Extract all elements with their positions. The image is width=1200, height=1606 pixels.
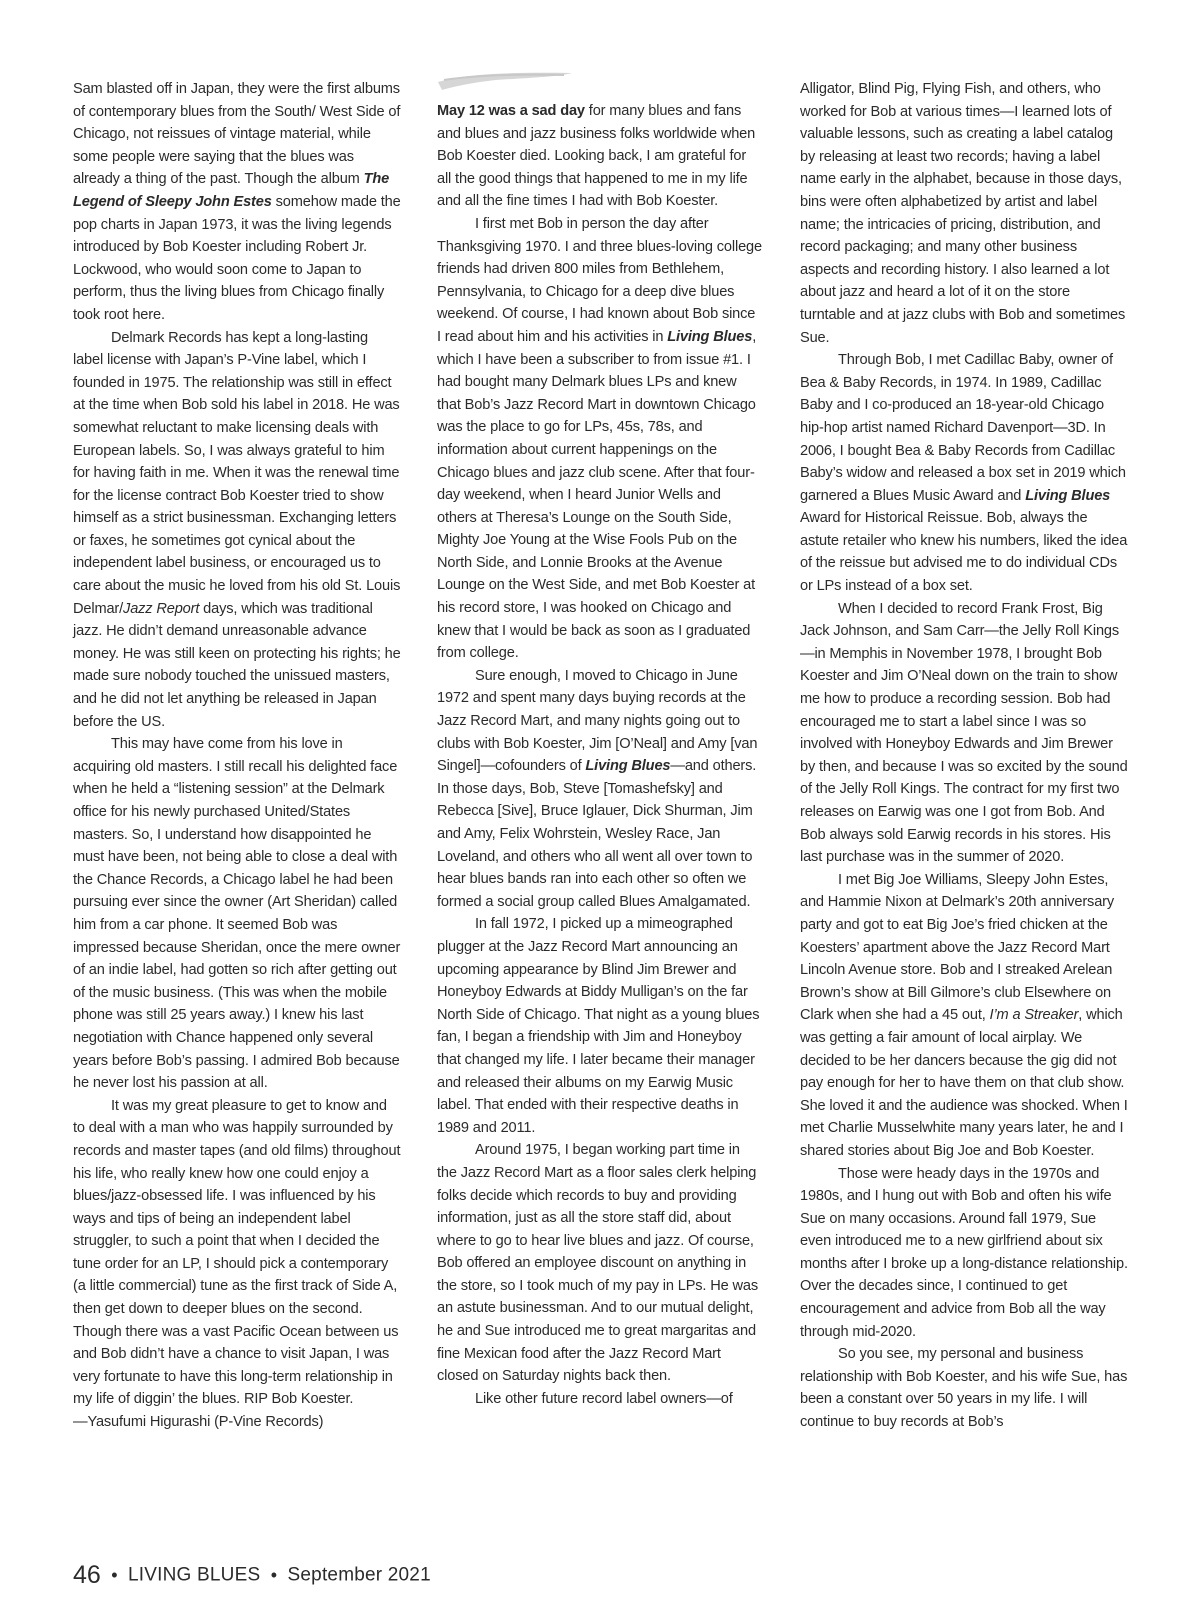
page-footer [73, 1561, 431, 1590]
page-number: 46 [73, 1561, 101, 1589]
bullet-separator: • [270, 1565, 278, 1585]
column-left [73, 78, 401, 1434]
paragraph: Around 1975, I began working part time in the Jazz Record Mart as a floor sales clerk helping folks decide which records to buy and providing information, just as all the store staff did, about where to go to hear live blues and jazz. Of course, Bob offered an employee discount on anything in the store, so I took much of my pay in LPs. He was an astute businessman. And to our mutual delight, he and Sue introduced me to great margaritas and fine Mexican food after the Jazz Record Mart closed on Saturday nights back then. [437, 1142, 759, 1385]
paragraph: In fall 1972, I picked up a mimeographed plugger at the Jazz Record Mart announcing an upcoming appearance by Blind Jim Brewer and Honeyboy Edwards at Biddy Mulligan’s on the far North Side of Chicago. That night as a young blues fan, I began a friendship with Jim and Honeyboy that changed my life. I later became their manager and released their albums on my Earwig Music label. That ended with their respective deaths in 1989 and 2011. [437, 916, 760, 1136]
author-signature: —Yasufumi Higurashi (P-Vine Records) [73, 1414, 324, 1431]
paragraph: Sure enough, I moved to Chicago in June 1972 and spent many days buying records at the Jazz Record Mart, and many nights going out to clubs with Bob Koester, Jim [O’Neal] and Amy [van Singel]—cofounders of Living Blues—and others. In those days, Bob, Steve [Tomashefsky] and Rebecca [Sive], Bruce Iglauer, Dick Shurman, Jim and Amy, Felix Wohrstein, Wesley Race, Jan Loveland, and others who all went all over town to hear blues bands ran into each other so often we formed a social group called Blues Amalgamated. [437, 667, 758, 910]
paragraph: So you see, my personal and business relationship with Bob Koester, and his wife Sue, has been a constant over 50 years in my life. I will continue to buy records at Bob’s [800, 1346, 1128, 1431]
paragraph: Those were heady days in the 1970s and 1980s, and I hung out with Bob and often his wife Sue on many occasions. Around fall 1979, Sue even introduced me to a new girlfriend about six months after I broke up a long-distance relationship. Over the decades since, I continued to get encouragement and advice from Bob all the way through mid-2020. [800, 1165, 1128, 1340]
paragraph: When I decided to record Frank Frost, Big Jack Johnson, and Sam Carr—the Jelly Roll Kings—in Memphis in November 1978, I brought Bob Koester and Jim O’Neal down on the train to show me how to produce a recording session. Bob had encouraged me to start a label since I was so involved with Honeyboy Edwards and Jim Brewer by then, and because I was so excited by the sound of the Jelly Roll Kings. The contract for my first two releases on Earwig was one I got from Bob. And Bob always sold Earwig records in his stores. His last purchase was in the summer of 2020. [800, 600, 1128, 866]
magazine-name: LIVING BLUES [128, 1564, 261, 1586]
bullet-separator: • [111, 1565, 118, 1585]
paragraph: This may have come from his love in acquiring old masters. I still recall his delighted face when he held a “listening session” at the Delmark office for his newly purchased United/States masters. So, I understand how disappointed he must have been, not being able to close a deal with the Chance Records, a Chicago label he had been pursuing ever since the owner (Art Sheridan) called him from a car phone. It seemed Bob was impressed because Sheridan, once the mere owner of an indie label, had gotten so rich after getting out of the music business. (This was when the mobile phone was still 25 years away.) I knew his last negotiation with Chance happened only several years before Bob’s passing. I admired Bob because he never lost his passion at all. [73, 736, 401, 1092]
brush-stroke-divider [436, 70, 576, 92]
column-right [800, 78, 1128, 1434]
paragraph: Like other future record label owners—of [475, 1390, 733, 1407]
paragraph: Through Bob, I met Cadillac Baby, owner of Bea & Baby Records, in 1974. In 1989, Cadillac Baby and I co-produced an 18-year-old Chicago hip-hop artist named Richard Davenport—3D. In 2006, I bought Bea & Baby Records from Cadillac Baby’s widow and released a box set in 2019 which garnered a Blues Music Award and Living Blues Award for Historical Reissue. Bob, always the astute retailer who knew his numbers, liked the idea of the reissue but advised me to do individual CDs or LPs instead of a box set. [800, 352, 1128, 595]
issue-date: September 2021 [287, 1564, 431, 1586]
column-middle [437, 100, 762, 1410]
paragraph: Delmark Records has kept a long-lasting label license with Japan’s P-Vine label, which I founded in 1975. The relationship was still in effect at the time when Bob sold his label in 2018. He was somewhat reluctant to make licensing deals with European labels. So, I was always grateful to him for having faith in me. When it was the renewal time for the license contract Bob Koester tried to show himself as a strict businessman. Exchanging letters or faxes, he sometimes got cynical about the independent label business, or encouraged us to care about the music he loved from his old St. Louis Delmar/Jazz Report days, which was traditional jazz. He didn’t demand unreasonable advance money. He was still keen on protecting his rights; he made sure nobody touched the unissued masters, and he did not let anything be released in Japan before the US. [73, 329, 401, 730]
paragraph: I met Big Joe Williams, Sleepy John Estes, and Hammie Nixon at Delmark’s 20th anniversary party and got to eat Big Joe’s fried chicken at the Koesters’ apartment above the Jazz Record Mart Lincoln Avenue store. Bob and I streaked Arelean Brown’s show at Bill Gilmore’s club Elsewhere on Clark when she had a 45 out, I’m a Streaker, which was getting a fair amount of local airplay. We decided to be her dancers because the gig did not pay enough for her to have them on that club show. She loved it and the audience was shocked. When I met Charlie Musselwhite many years later, he and I shared stories about Big Joe and Bob Koester. [800, 871, 1128, 1159]
paragraph: Alligator, Blind Pig, Flying Fish, and others, who worked for Bob at various times—I learned lots of valuable lessons, such as creating a label catalog by releasing at least two records; having a label name early in the alphabet, because in those days, bins were often alphabetized by artist and label name; the intricacies of pricing, distribution, and record packaging; and many other business aspects and recording history. I also learned a lot about jazz and heard a lot of it on the store turntable and at jazz clubs with Bob and sometimes Sue. [800, 81, 1126, 346]
paragraph: It was my great pleasure to get to know and to deal with a man who was happily surrounded by records and master tapes (and old films) throughout his life, who really knew how one could enjoy a blues/jazz-obsessed life. I was influenced by his ways and tips of being an independent label struggler, to such a point that when I decided the tune order for an LP, I should pick a contemporary (a little commercial) tune as the first track of Side A, then get down to deeper blues on the second. Though there was a vast Pacific Ocean between us and Bob didn’t have a chance to visit Japan, I was very fortunate to have this long-term relationship in my life of diggin’ the blues. RIP Bob Koester. [73, 1097, 401, 1408]
paragraph: I first met Bob in person the day after Thanksgiving 1970. I and three blues-loving college friends had driven 800 miles from Bethlehem, Pennsylvania, to Chicago for a deep dive blues weekend. Of course, I had known about Bob since I read about him and his activities in Living Blues, which I have been a subscriber to from issue #1. I had bought many Delmark blues LPs and knew that Bob’s Jazz Record Mart in downtown Chicago was the place to go for LPs, 45s, 78s, and information about current happenings on the Chicago blues and jazz club scene. After that four-day weekend, when I heard Junior Wells and others at Theresa’s Lounge on the South Side, Mighty Joe Young at the Wise Fools Pub on the North Side, and Lonnie Brooks at the Avenue Lounge on the West Side, and met Bob Koester at his record store, I was hooked on Chicago and knew that I would be back as soon as I graduated from college. [437, 215, 762, 662]
lead-in: May 12 was a sad day [437, 103, 585, 119]
paragraph: Sam blasted off in Japan, they were the first albums of contemporary blues from the South/ West Side of Chicago, not reissues of vintage material, while some people were saying that the blues was already a thing of the past. Though the album The Legend of Sleepy John Estes somehow made the pop charts in Japan 1973, it was the living legends introduced by Bob Koester including Robert Jr. Lockwood, who would soon come to Japan to perform, thus the living blues from Chicago finally took root here. [73, 81, 401, 323]
paragraph: May 12 was a sad day for many blues and fans and blues and jazz business folks worldwide when Bob Koester died. Looking back, I am grateful for all the good things that happened to me in my life and all the fine times I had with Bob Koester. [437, 103, 756, 210]
